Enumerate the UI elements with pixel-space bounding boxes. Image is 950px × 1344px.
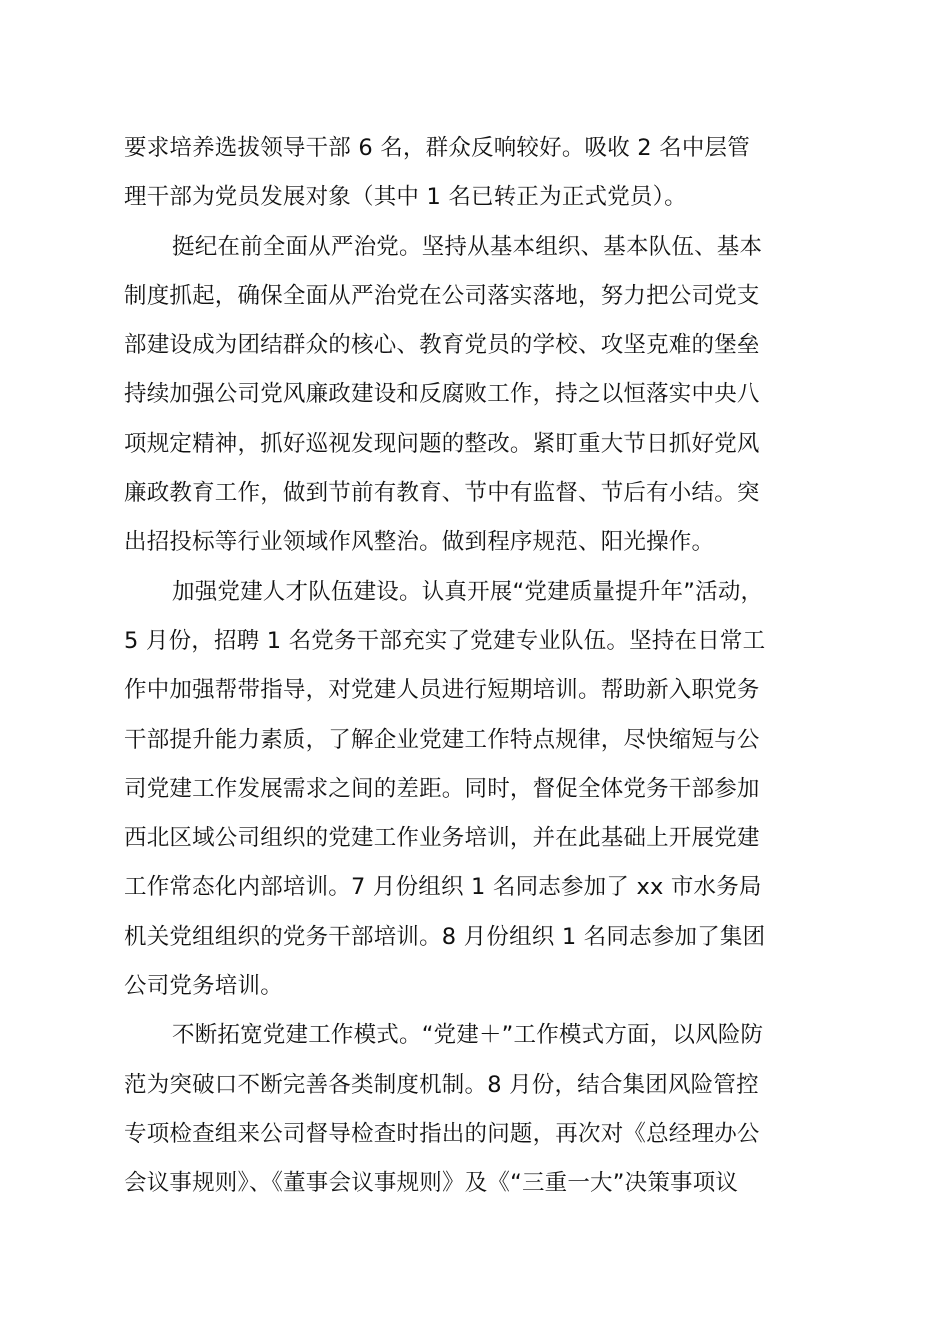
paragraph-start-line: 加强党建人才队伍建设。认真开展“党建质量提升年”活动， (172, 578, 764, 605)
text-line: 干部提升能力素质，了解企业党建工作特点规律，尽快缩短与公 (124, 726, 760, 753)
text-line: 5 月份，招聘 1 名党务干部充实了党建专业队伍。坚持在日常工 (124, 627, 766, 654)
text-line: 工作常态化内部培训。7 月份组织 1 名同志参加了 xx 市水务局 (124, 874, 762, 901)
text-line: 项规定精神，抓好巡视发现问题的整改。紧盯重大节日抓好党风 (124, 430, 760, 457)
text-line: 作中加强帮带指导，对党建人员进行短期培训。帮助新入职党务 (124, 677, 760, 704)
text-line: 专项检查组来公司督导检查时指出的问题，再次对《总经理办公 (124, 1120, 760, 1147)
text-line: 西北区域公司组织的党建工作业务培训，并在此基础上开展党建 (124, 825, 760, 852)
text-line: 司党建工作发展需求之间的差距。同时，督促全体党务干部参加 (124, 775, 760, 802)
paragraph-start-line: 不断拓宽党建工作模式。“党建＋”工作模式方面，以风险防 (172, 1022, 764, 1049)
text-line: 部建设成为团结群众的核心、教育党员的学校、攻坚克难的堡垒 (124, 332, 760, 359)
text-line: 机关党组组织的党务干部培训。8 月份组织 1 名同志参加了集团 (124, 923, 766, 950)
text-line: 出招投标等行业领域作风整治。做到程序规范、阳光操作。 (124, 529, 715, 556)
paragraph-start-line: 挺纪在前全面从严治党。坚持从基本组织、基本队伍、基本 (172, 233, 763, 260)
text-line: 公司党务培训。 (124, 973, 283, 1000)
text-line: 持续加强公司党风廉政建设和反腐败工作，持之以恒落实中央八 (124, 381, 760, 408)
text-line: 会议事规则》、《董事会议事规则》及《“三重一大”决策事项议 (124, 1170, 739, 1197)
text-line: 范为突破口不断完善各类制度机制。8 月份，结合集团风险管控 (124, 1071, 759, 1098)
document-body (124, 124, 844, 1209)
text-line: 廉政教育工作，做到节前有教育、节中有监督、节后有小结。突 (124, 480, 760, 507)
text-line: 理干部为党员发展对象（其中 1 名已转正为正式党员）。 (124, 184, 687, 211)
text-line: 要求培养选拔领导干部 6 名，群众反响较好。吸收 2 名中层管 (124, 135, 750, 161)
text-line: 制度抓起，确保全面从严治党在公司落实落地，努力把公司党支 (124, 282, 760, 309)
